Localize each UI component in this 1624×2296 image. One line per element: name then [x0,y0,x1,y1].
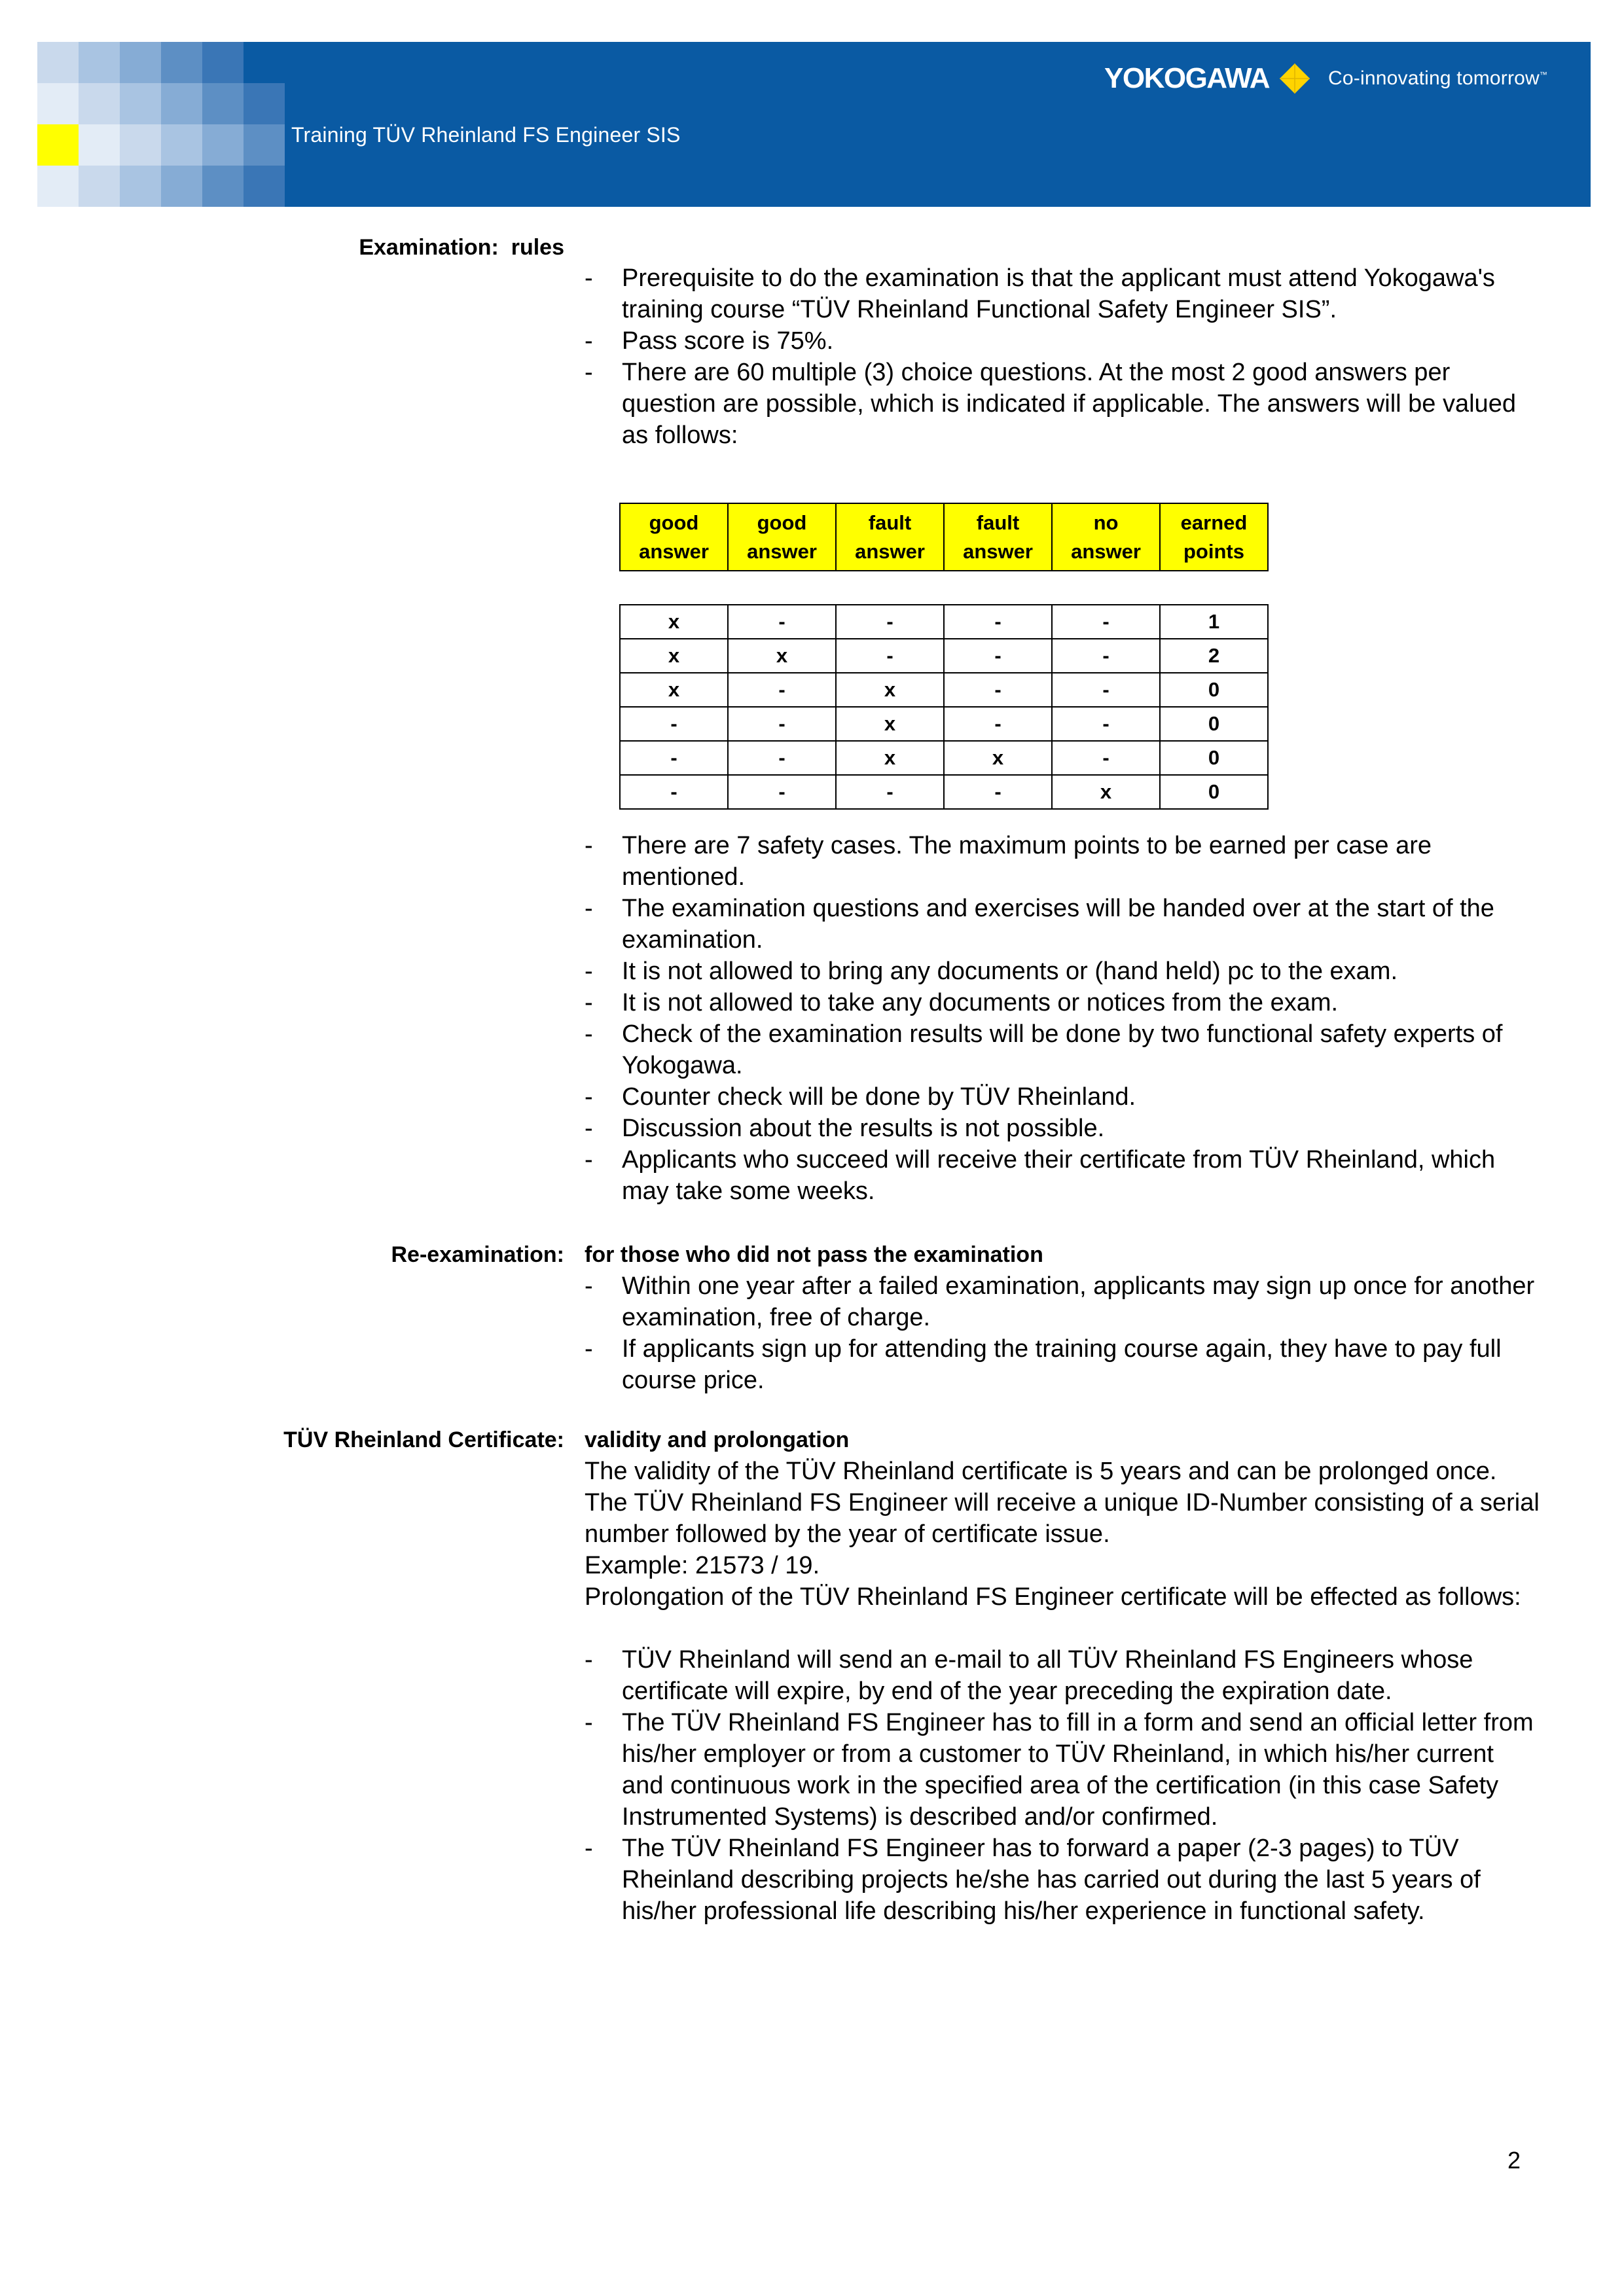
bullet-item: - The examination questions and exercises will be handed over at the start of the examination. [585,893,1540,956]
table-cell: - [944,707,1052,741]
column-header [728,503,836,571]
mosaic-tile [161,166,202,207]
table-cell: x [836,707,944,741]
examination-label [359,232,564,263]
table-cell: x [836,741,944,775]
examination-subtitle: rules [511,235,564,260]
table-cell: - [620,741,728,775]
table-cell: x [620,673,728,707]
table-row [620,673,1268,707]
column-header-line: answer [963,539,1033,563]
table-cell: - [944,673,1052,707]
table-cell: - [728,741,836,775]
bullet-item: - Prerequisite to do the examination is that the applicant must attend Yokogawa's training course “TÜV Rheinland Functional Safety Engineer SIS”. [585,262,1540,325]
table-row [620,775,1268,809]
mosaic-tile [120,42,161,83]
mosaic-tile [202,166,244,207]
column-header-line: fault [976,511,1020,534]
table-cell: x [1052,775,1160,809]
table-cell: - [620,707,728,741]
certificate-validity-paragraph: The validity of the TÜV Rheinland certificate is 5 years and can be prolonged once. The TÜV Rheinland FS Engineer will receive a unique ID-Number consisting of a serial number followed by the year of certificate issue. [585,1458,1540,1548]
bullet-item: - Pass score is 75%. [585,325,1540,357]
bullet-item: - Within one year after a failed examination, applicants may sign up once for another examination, free of charge. [585,1270,1540,1333]
table-cell: - [728,673,836,707]
column-header-line: answer [855,539,925,563]
table-cell: x [728,639,836,673]
bullet-item: - Discussion about the results is not possible. [585,1113,1540,1144]
bullet-item: - Applicants who succeed will receive their certificate from TÜV Rheinland, which may take some weeks. [585,1144,1540,1207]
mosaic-tile [202,42,244,83]
table-cell: - [944,605,1052,639]
table-cell: 0 [1160,673,1268,707]
table-cell: - [728,707,836,741]
bullet-item: - There are 60 multiple (3) choice questions. At the most 2 good answers per question are possible, which is indicated if applicable. The answers will be valued as follows: [585,357,1540,451]
table-cell: - [944,639,1052,673]
prolongation-paragraph: Prolongation of the TÜV Rheinland FS Engineer certificate will be effected as follows: [585,1583,1521,1611]
column-header-line: good [649,511,699,534]
bullet-item: - It is not allowed to bring any documents or (hand held) pc to the exam. [585,956,1540,987]
mosaic-tile [79,124,120,166]
column-header [944,503,1052,571]
column-header-line: fault [868,511,912,534]
table-cell: - [1052,707,1160,741]
page-header-band [37,42,1591,207]
table-cell: 2 [1160,639,1268,673]
mosaic-tile [37,166,79,207]
table-cell: x [944,741,1052,775]
certificate-example: Example: 21573 / 19. [585,1552,820,1579]
table-row [620,741,1268,775]
reexamination-label: Re-examination: [391,1242,564,1267]
scoring-rows [620,605,1268,809]
table-row [620,605,1268,639]
bullet-item: - The TÜV Rheinland FS Engineer has to forward a paper (2-3 pages) to TÜV Rheinland describing projects he/she has carried out during the last 5 years of his/her professional life describing his/her experience in functional safety. [585,1833,1540,1927]
mosaic-tile [79,83,120,124]
column-header [1052,503,1160,571]
bullet-item: - If applicants sign up for attending the training course again, they have to pay full course price. [585,1333,1540,1396]
mosaic-tile [37,42,79,83]
prolongation-list [585,1644,1540,1927]
reexamination-list [585,1270,1540,1396]
certificate-subtitle: validity and prolongation [585,1427,850,1452]
table-cell: - [728,605,836,639]
table-cell: - [836,775,944,809]
mosaic-tile [161,124,202,166]
column-header [836,503,944,571]
mosaic-tile [202,83,244,124]
bullet-item: - TÜV Rheinland will send an e-mail to all TÜV Rheinland FS Engineers whose certificate will expire, by end of the year preceding the expiration date. [585,1644,1540,1707]
brand-tagline [1328,67,1547,90]
mosaic-tile [79,42,120,83]
table-cell: - [944,775,1052,809]
mosaic-tile [120,124,161,166]
bullet-item: - It is not allowed to take any documents or notices from the exam. [585,987,1540,1018]
column-header-line: answer [639,539,709,563]
mosaic-tile [37,83,79,124]
table-cell: x [836,673,944,707]
header-title: Training TÜV Rheinland FS Engineer SIS [291,123,681,147]
brand-tagline-text: Co-innovating tomorrow [1328,67,1540,89]
bullet-item: - The TÜV Rheinland FS Engineer has to fill in a form and send an official letter from his/her employer or from a customer to TÜV Rheinland, in which his/her current and continuous work in the specified area of the certification (in this case Safety Instrumented Systems) is described and/or confirmed. [585,1707,1540,1833]
table-row [620,639,1268,673]
table-cell: - [1052,605,1160,639]
column-header-line: answer [747,539,817,563]
table-cell: - [1052,741,1160,775]
certificate-label: TÜV Rheinland Certificate: [283,1427,564,1452]
page-number: 2 [1507,2147,1521,2174]
column-header-line: no [1093,511,1119,534]
scoring-table [619,604,1269,810]
column-header-line: earned [1180,511,1248,534]
trademark-mark: ™ [1539,70,1548,79]
table-cell: - [1052,673,1160,707]
brand-name: YOKOGAWA [1104,62,1270,94]
mosaic-tile [161,42,202,83]
column-header-line: answer [1071,539,1141,563]
table-cell: - [728,775,836,809]
table-cell: 1 [1160,605,1268,639]
bullet-item: - Check of the examination results will be done by two functional safety experts of Yokogawa. [585,1018,1540,1081]
mosaic-tile [244,124,285,166]
examination-label-text: Examination: [359,235,499,260]
table-cell: - [836,605,944,639]
examination-rules-list [585,262,1540,451]
bullet-item: - Counter check will be done by TÜV Rheinland. [585,1081,1540,1113]
yellow-diamond-icon [1278,62,1311,95]
scoring-header-row [620,503,1268,571]
reexamination-subtitle: for those who did not pass the examination [585,1242,1043,1267]
yokogawa-logo [1104,59,1547,98]
table-cell: - [1052,639,1160,673]
column-header [620,503,728,571]
column-header-line: good [757,511,807,534]
table-cell: x [620,605,728,639]
decorative-mosaic [37,42,286,207]
bullet-item: - There are 7 safety cases. The maximum points to be earned per case are mentioned. [585,830,1540,893]
table-cell: x [620,639,728,673]
column-header [1160,503,1268,571]
mosaic-tile [79,166,120,207]
column-header-line: points [1183,539,1244,563]
mosaic-tile [244,166,285,207]
table-cell: 0 [1160,707,1268,741]
table-row [620,707,1268,741]
table-cell: - [620,775,728,809]
mosaic-tile [202,124,244,166]
mosaic-tile [37,124,79,166]
table-cell: 0 [1160,741,1268,775]
examination-rules-list-continued [585,830,1540,1207]
mosaic-tile [120,83,161,124]
mosaic-tile [244,83,285,124]
mosaic-tile [161,83,202,124]
scoring-table-header [619,503,1269,571]
table-cell: - [836,639,944,673]
mosaic-tile [120,166,161,207]
table-cell: 0 [1160,775,1268,809]
